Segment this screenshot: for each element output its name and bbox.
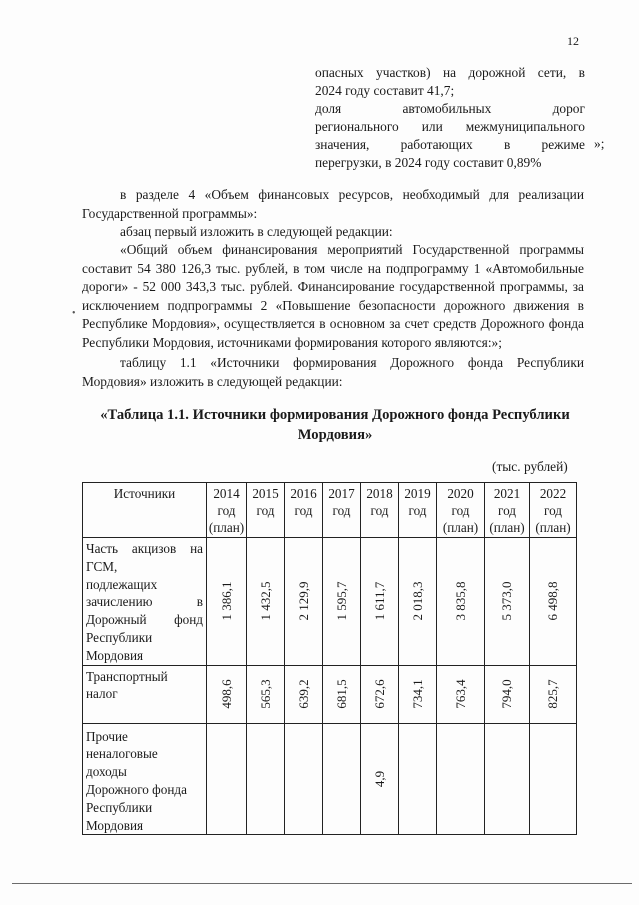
row-label-excise: Часть акцизов на ГСМ, подлежащих зачислению в Дорожный фонд Республики Мордовия bbox=[83, 538, 207, 666]
text-line: перегрузки, в 2024 году составит 0,89% bbox=[315, 155, 542, 170]
table-row-excise bbox=[83, 538, 577, 666]
margin-dot: • bbox=[72, 308, 76, 319]
header-year: 2017 год bbox=[323, 483, 361, 538]
row-label-other-income: Прочие неналоговые доходы Дорожного фонда Республики Мордовия bbox=[83, 723, 207, 835]
value-cell: 763,4 bbox=[437, 665, 485, 723]
table-caption: «Таблица 1.1. Источники формирования Дорожного фонда Республики Мордовия» bbox=[100, 407, 570, 443]
paragraph-section-4: в разделе 4 «Объем финансовых ресурсов, необходимый для реализации Государственной программы»: bbox=[82, 187, 584, 221]
header-year: 2021 год (план) bbox=[485, 483, 530, 538]
value-cell bbox=[207, 723, 247, 835]
value-cell bbox=[437, 723, 485, 835]
value-cell: 794,0 bbox=[485, 665, 530, 723]
value-cell: 1 611,7 bbox=[361, 538, 399, 666]
closing-quote: »; bbox=[594, 136, 605, 151]
value-cell bbox=[285, 723, 323, 835]
value-cell: 825,7 bbox=[530, 665, 577, 723]
header-year: 2014 год (план) bbox=[207, 483, 247, 538]
value-cell: 4,9 bbox=[361, 723, 399, 835]
value-cell bbox=[399, 723, 437, 835]
text-line: 2024 году составит 41,7; bbox=[315, 83, 455, 98]
header-year: 2019 год bbox=[399, 483, 437, 538]
table-header-row bbox=[83, 483, 577, 538]
header-source: Источники bbox=[83, 483, 207, 538]
value-cell: 734,1 bbox=[399, 665, 437, 723]
units-label: (тыс. рублей) bbox=[492, 459, 568, 474]
value-cell: 6 498,8 bbox=[530, 538, 577, 666]
value-cell: 3 835,8 bbox=[437, 538, 485, 666]
funding-sources-table bbox=[82, 482, 577, 835]
value-cell: 1 432,5 bbox=[247, 538, 285, 666]
page-number: 12 bbox=[567, 34, 579, 48]
text-line: значения, работающих в режиме bbox=[315, 137, 585, 152]
header-year: 2016 год bbox=[285, 483, 323, 538]
paragraph-first-abzac: абзац первый изложить в следующей редакции: bbox=[120, 224, 393, 239]
header-year: 2020 год (план) bbox=[437, 483, 485, 538]
header-year: 2018 год bbox=[361, 483, 399, 538]
row-label-transport-tax: Транспортный налог bbox=[83, 665, 207, 723]
value-cell bbox=[485, 723, 530, 835]
value-cell bbox=[247, 723, 285, 835]
value-cell: 2 018,3 bbox=[399, 538, 437, 666]
value-cell: 1 386,1 bbox=[207, 538, 247, 666]
text-line: опасных участков) на дорожной сети, в bbox=[315, 65, 585, 80]
value-cell: 498,6 bbox=[207, 665, 247, 723]
value-cell bbox=[323, 723, 361, 835]
paragraph-table-1-1: таблицу 1.1 «Источники формирования Дорожного фонда Республики Мордовия» изложить в следующей редакции: bbox=[82, 355, 584, 389]
value-cell: 639,2 bbox=[285, 665, 323, 723]
table-row-transport-tax bbox=[83, 665, 577, 723]
value-cell: 565,3 bbox=[247, 665, 285, 723]
text-line: доля автомобильных дорог bbox=[315, 101, 585, 116]
value-cell: 5 373,0 bbox=[485, 538, 530, 666]
scan-edge-line bbox=[12, 883, 632, 884]
value-cell bbox=[530, 723, 577, 835]
value-cell: 681,5 bbox=[323, 665, 361, 723]
value-cell: 2 129,9 bbox=[285, 538, 323, 666]
header-year: 2015 год bbox=[247, 483, 285, 538]
table-row-other-income bbox=[83, 723, 577, 835]
header-year: 2022 год (план) bbox=[530, 483, 577, 538]
paragraph-financing: «Общий объем финансирования мероприятий Государственной программы составит 54 380 126,3 тыс. рублей, в том числе на подпрограмму 1 «Автомобильные дороги» - 52 000 343,3 тыс. рублей. Финансирование государственной программы, за исключением подпрограммы 2 «Повышение безопасности дорожного движения в Республике Мордовия», осуществляется в основном за счет средств Дорожного фонда Республики Мордовия, источниками формирования которого являются:»; bbox=[82, 242, 584, 350]
value-cell: 1 595,7 bbox=[323, 538, 361, 666]
value-cell: 672,6 bbox=[361, 665, 399, 723]
text-line: регионального или межмуниципального bbox=[315, 119, 585, 134]
